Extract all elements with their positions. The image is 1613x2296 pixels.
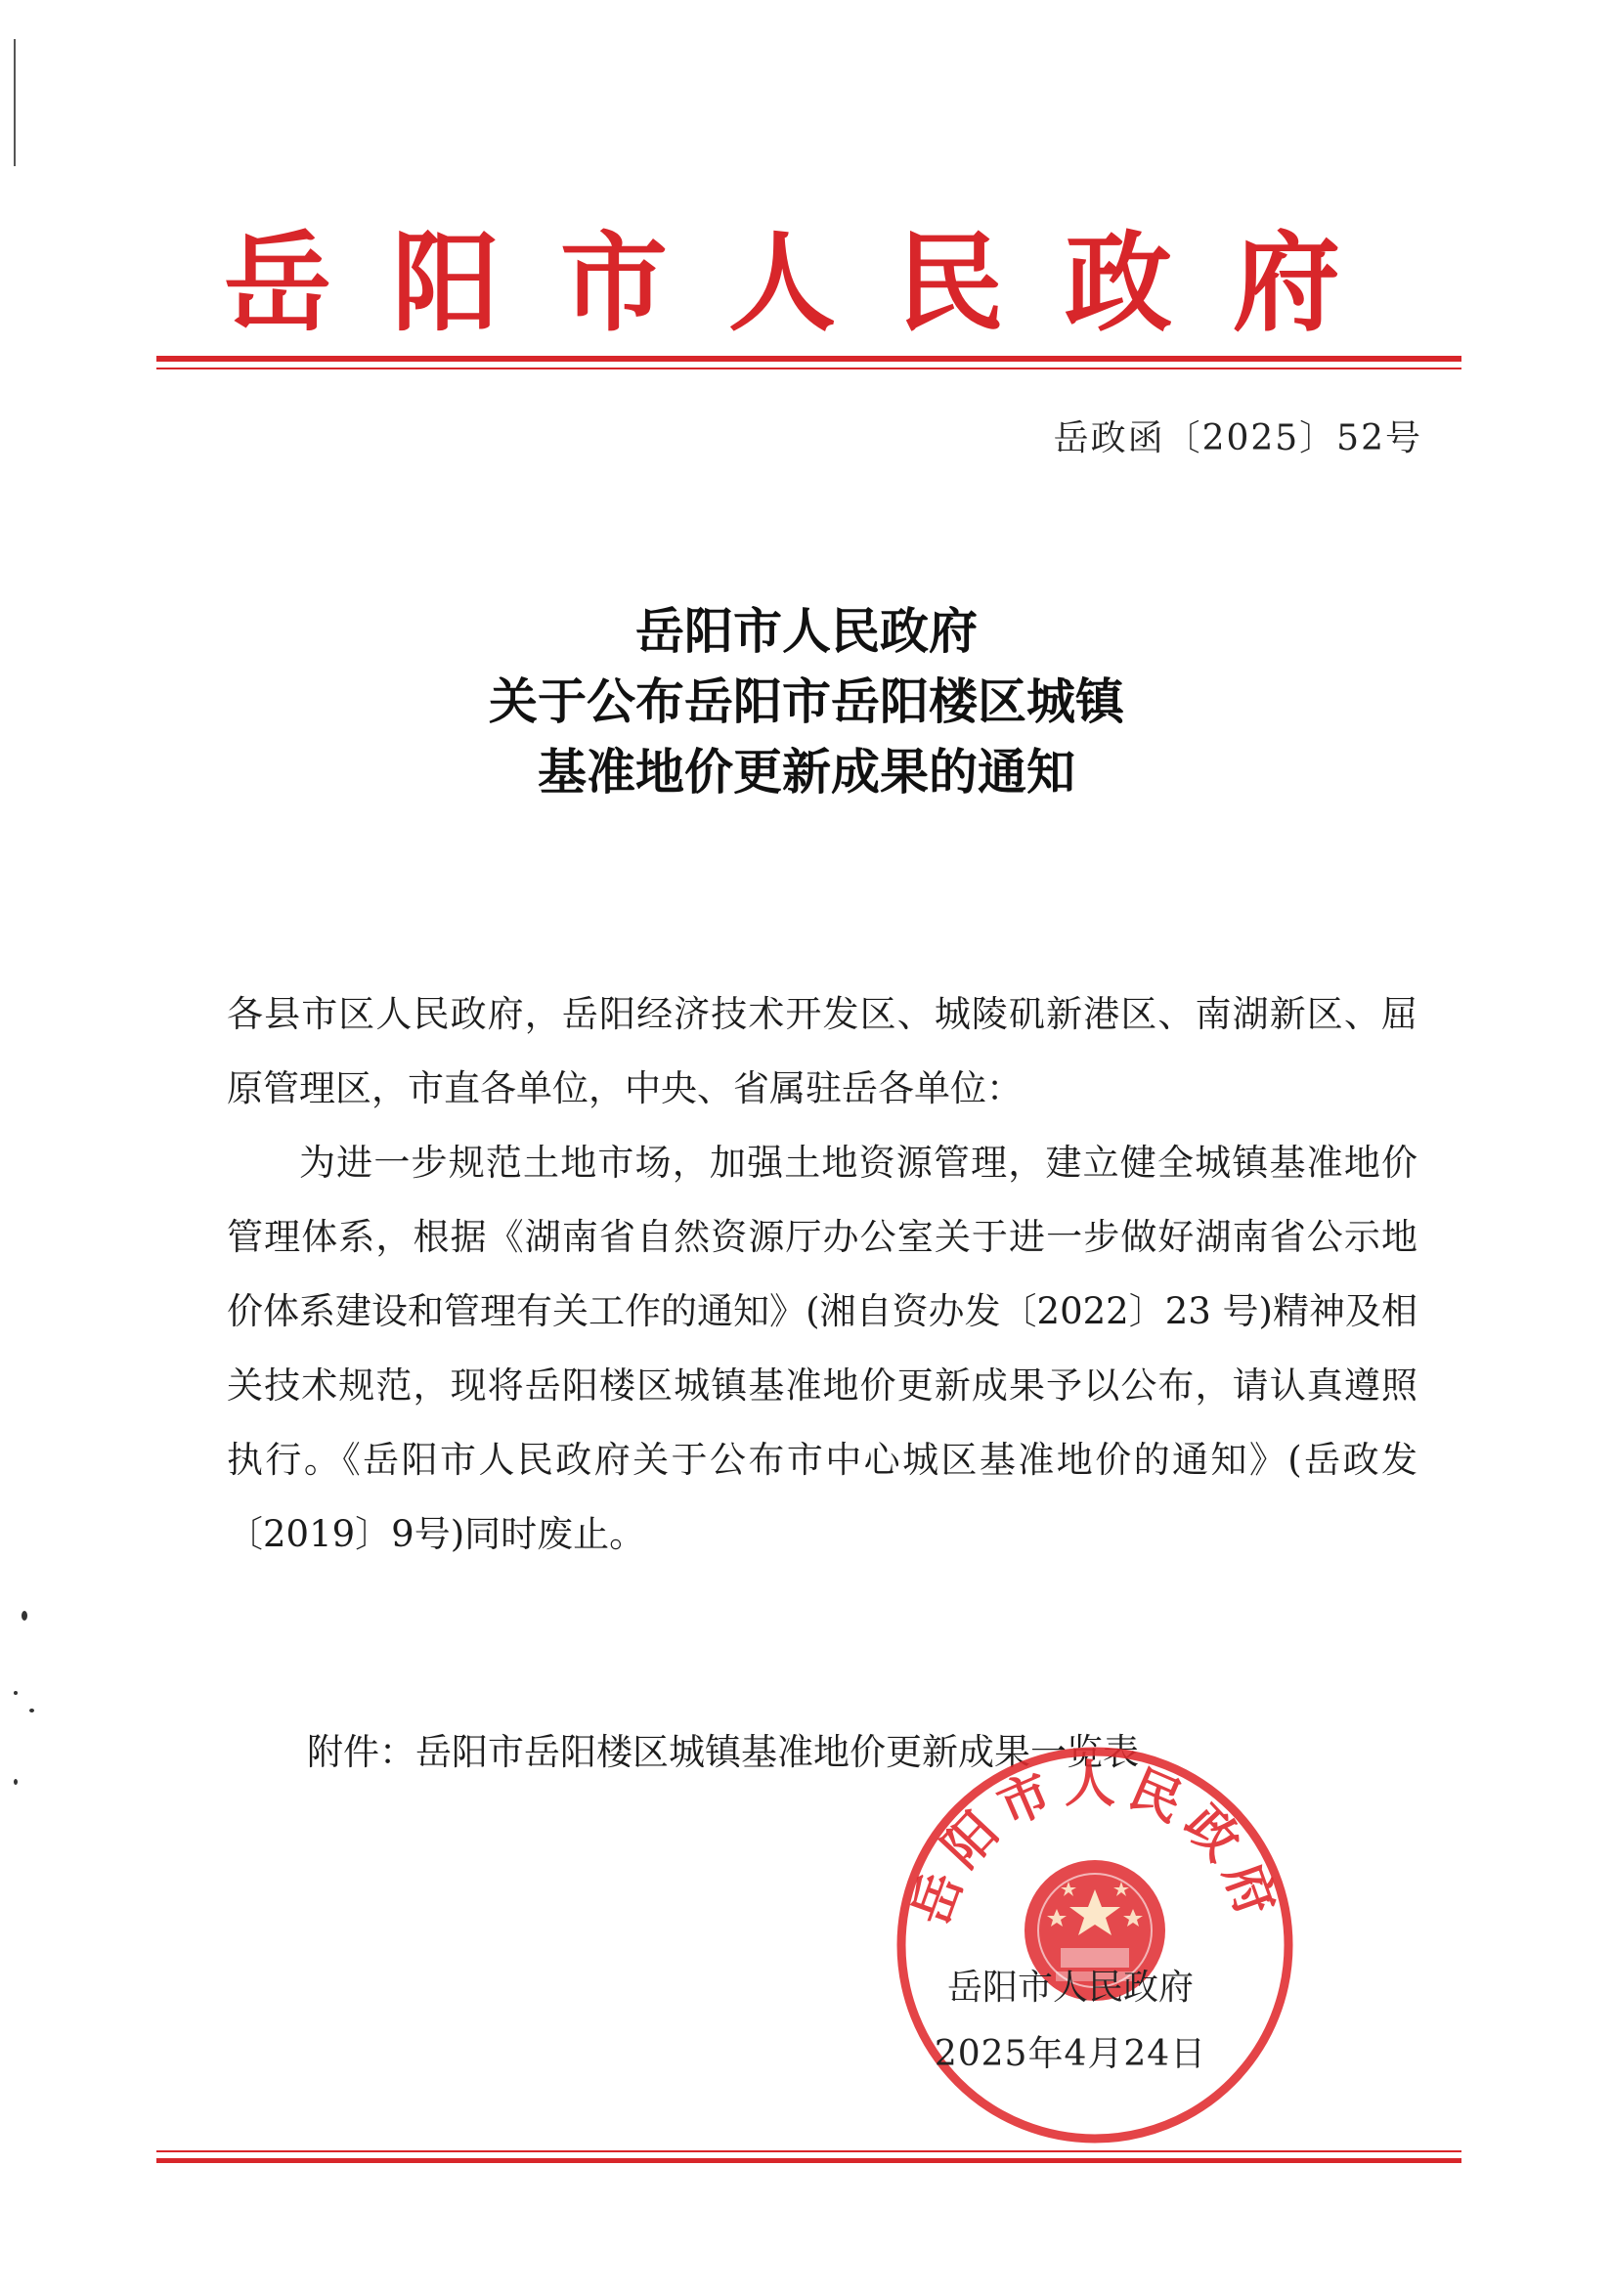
masthead-title: 岳阳市人民政府	[224, 220, 1401, 346]
body-paragraph: 为进一步规范土地市场，加强土地资源管理，建立健全城镇基准地价管理体系，根据《湖南省自然资源厅办公室关于进一步做好湖南省公示地价体系建设和管理有关工作的通知》(湘自资办发〔2022〕23 号)精神及相关技术规范，现将岳阳楼区城镇基准地价更新成果予以公布，请认真遵照执行。《岳阳市人民政府关于公布市中心城区基准地价的通知》(岳政发〔2019〕9号)同时废止。	[227, 1142, 1417, 1555]
scan-speck	[29, 1709, 34, 1712]
official-seal	[885, 1735, 1305, 2155]
document-number: 岳政函〔2025〕52号	[1053, 418, 1422, 458]
notice-body	[227, 977, 1417, 1572]
masthead-rule-thick	[156, 356, 1461, 362]
scan-speck	[22, 1611, 27, 1621]
signature-date: 2025年4月24日	[934, 2034, 1207, 2074]
masthead-rule-thin	[156, 368, 1461, 369]
scan-edge-mark	[14, 39, 16, 166]
title-line: 岳阳市人民政府	[635, 603, 978, 660]
footer-rule-thick	[156, 2158, 1461, 2163]
notice-title	[196, 596, 1417, 807]
footer-rule-thin	[156, 2150, 1461, 2152]
title-line: 关于公布岳阳市岳阳楼区城镇	[489, 673, 1124, 730]
seal-text: 岳阳市人民政府	[901, 1755, 1288, 1933]
attachment-note: 附件：岳阳市岳阳楼区城镇基准地价更新成果一览表	[307, 1731, 1139, 1773]
signature-block	[909, 1955, 1232, 2088]
recipients: 各县市区人民政府，岳阳经济技术开发区、城陵矶新港区、南湖新区、屈原管理区，市直各单位，中央、省属驻岳各单位：	[227, 993, 1417, 1109]
scan-speck	[14, 1691, 18, 1695]
signature-issuer: 岳阳市人民政府	[946, 1968, 1194, 2008]
scan-speck	[14, 1779, 18, 1785]
title-line: 基准地价更新成果的通知	[538, 744, 1075, 801]
